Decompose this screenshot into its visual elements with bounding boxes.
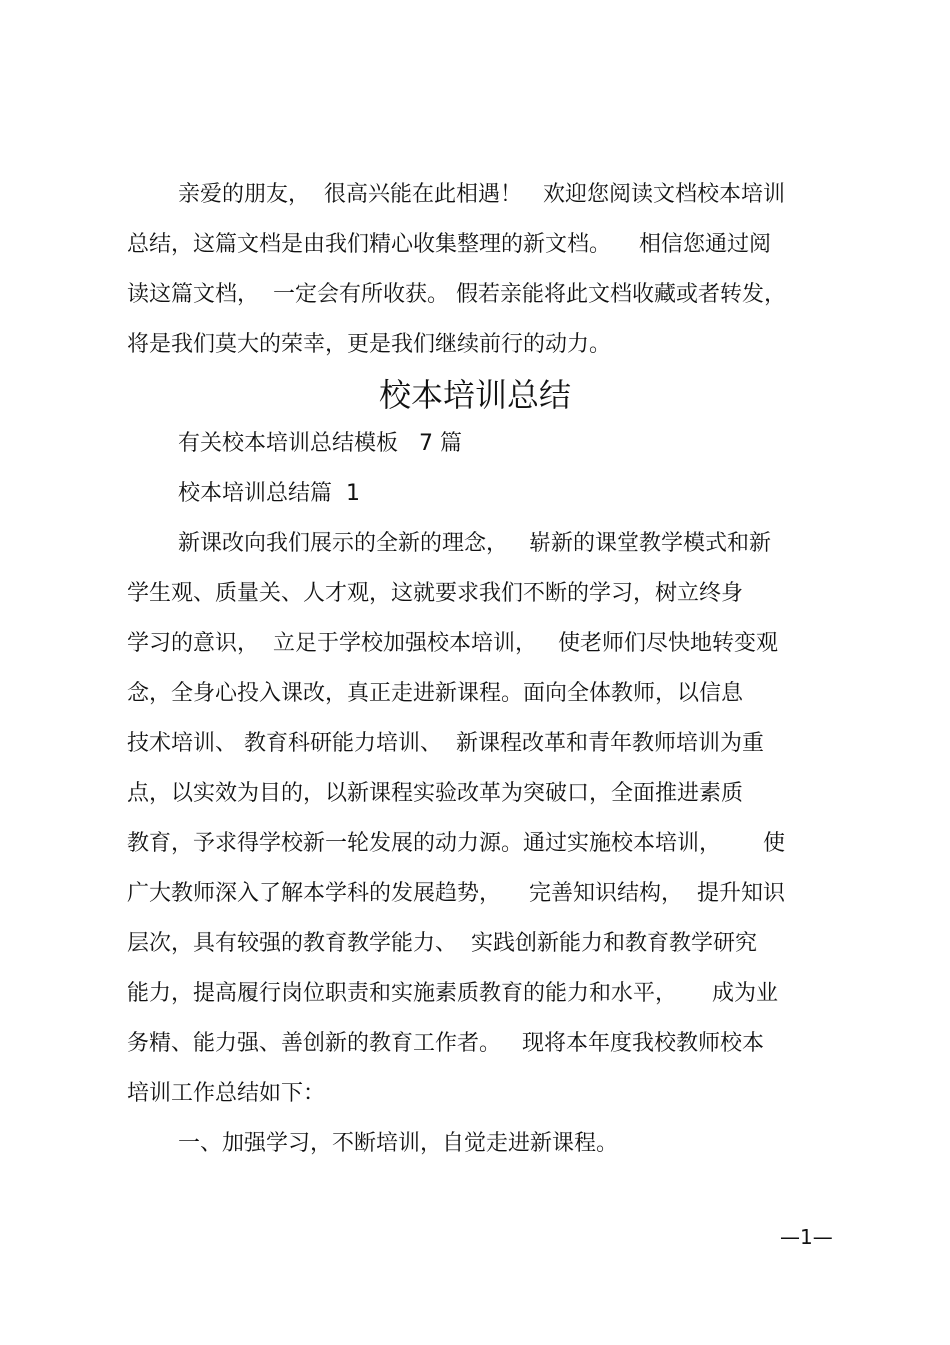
body-line-6: 点，以实效为目的，以新课程实验改革为突破口，全面推进素质 [127,781,744,806]
intro-line-2: 总结，这篇文档是由我们精心收集整理的新文档。 相信您通过阅 [127,232,771,257]
body-line-12: 培训工作总结如下： [127,1081,326,1106]
body-line-3: 学习的意识， 立足于学校加强校本培训， 使老师们尽快地转变观 [127,631,778,656]
document-title: 校本培训总结 [378,376,571,414]
page-number: —1— [780,1225,833,1249]
body-line-5: 技术培训、 教育科研能力培训、 新课程改革和青年教师培训为重 [127,731,764,756]
section-heading: 校本培训总结篇 1 [178,481,360,506]
intro-line-3: 读这篇文档， 一定会有所收获。 假若亲能将此文档收藏或者转发， [127,282,786,307]
body-line-2: 学生观、质量关、人才观，这就要求我们不断的学习，树立终身 [127,581,744,606]
body-line-7: 教育，予求得学校新一轮发展的动力源。通过实施校本培训， 使 [127,831,785,856]
section-one-heading: 一、加强学习，不断培训，自觉走进新课程。 [178,1131,619,1156]
body-line-4: 念，全身心投入课改，真正走进新课程。面向全体教师，以信息 [127,681,744,706]
subtitle: 有关校本培训总结模板 7 篇 [178,431,462,456]
intro-line-4: 将是我们莫大的荣幸，更是我们继续前行的动力。 [127,332,612,357]
body-line-11: 务精、能力强、善创新的教育工作者。 现将本年度我校教师校本 [127,1031,764,1056]
body-line-10: 能力，提高履行岗位职责和实施素质教育的能力和水平， 成为业 [127,981,778,1006]
intro-line-1: 亲爱的朋友， 很高兴能在此相遇！ 欢迎您阅读文档校本培训 [178,182,785,207]
body-line-1: 新课改向我们展示的全新的理念， 崭新的课堂教学模式和新 [178,531,771,556]
body-line-9: 层次，具有较强的教育教学能力、 实践创新能力和教育教学研究 [127,931,757,956]
body-line-8: 广大教师深入了解本学科的发展趋势， 完善知识结构， 提升知识 [127,881,785,906]
